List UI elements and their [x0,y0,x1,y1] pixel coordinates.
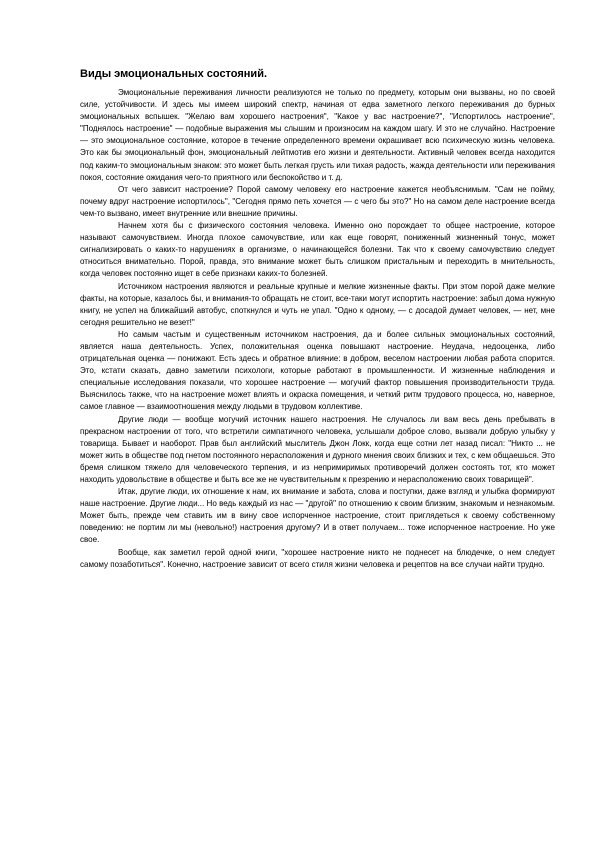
paragraph-6: Другие люди — вообще могучий источник нашего настроения. Не случалось ли вам весь день пребывать в прекрасном настроении от того, что встретили симпатичного человека, услышали доброе слово, вызвали добрую улыбку у товарища. Бывает и наоборот. Прав был английский мыслитель Джон Локк, когда еще сотни лет назад писал: "Никто ... не может жить в обществе под гнетом постоянного нерасположения и дурного мнения своих близких и тех, с кем общаешься. Это бремя слишком тяжело для человеческого терпения, и из непримиримых противоречий должен состоять тот, кто может находить удовольствие в обществе и быть все же не чувствительным к презрению и нерасположению своих товарищей". [80,414,555,484]
paragraph-7: Итак, другие люди, их отношение к нам, их внимание и забота, слова и поступки, даже взгляд и улыбка формируют наше настроение. Другие люди... Но ведь каждый из нас — "другой" по отношению к своим близким, знакомым и незнакомым. Может быть, прежде чем ставить им в вину свое испорченное настроение, стоит приглядеться к своему собственному поведению: не портим ли мы (невольно!) настроения другому? И в ответ получаем... тоже испорченное настроение. Но уже свое. [80,487,555,545]
paragraph-8: Вообще, как заметил герой одной книги, "хорошее настроение никто не поднесет на блюдечке, о нем следует самому позаботиться". Конечно, настроение зависит от всего стиля жизни человека и рецептов на все случаи найти трудно. [80,547,555,569]
paragraph-5: Но самым частым и существенным источником настроения, да и более сильных эмоциональных состояний, является наша деятельность. Успех, положительная оценка повышают настроение. Неудача, недооценка, либо отрицательная оценка — понижают. Есть здесь и обратное влияние: в добром, веселом настроении любая работа спорится. Это, кстати сказать, давно заметили психологи, которые работают в промышленности. И жизненные наблюдения и специальные исследования показали, что хорошее настроение — могучий фактор повышения производительности труда. Выяснилось также, что на настроение может влиять и окраска помещения, и четкий ритм трудового процесса, но, наверное, самое главное — взаимоотношения между людьми в трудовом коллективе. [80,329,555,412]
document-title: Виды эмоциональных состояний. [80,68,268,80]
paragraph-2: От чего зависит настроение? Порой самому человеку его настроение кажется необъяснимым. "Сам не пойму, почему вдруг настроение испортилось", "Сегодня прямо петь хочется — с чего бы это?" Но на самом деле настроение всегда чем-то вызвано, имеет внутренние или внешние причины. [80,184,555,218]
paragraph-3: Начнем хотя бы с физического состояния человека. Именно оно порождает то общее настроение, которое называют самочувствием. Иногда плохое самочувствие, или как еще говорят, пониженный жизненный тонус, может сигнализировать о каких-то нарушениях в организме, о начинающейся болезни. Так что к своему самочувствию следует относиться внимательно. Порой, правда, это внимание может быть слишком пристальным и переходить в мнительность, когда человек постоянно ищет в себе признаки каких-то болезней. [80,221,555,279]
paragraph-4: Источником настроения являются и реальные крупные и мелкие жизненные факты. При этом порой даже мелкие факты, на которые, казалось бы, и внимания-то обращать не стоит, все-таки могут испортить настроение: забыл дома нужную книгу, не успел на ближайший автобус, споткнулся и чуть не упал. "Одно к одному, — с досадой думает человек, — нет, мне сегодня решительно не везет!" [80,281,555,327]
document-page [80,68,555,571]
paragraph-1: Эмоциональные переживания личности реализуются не только по предмету, которым они вызваны, но по своей силе, устойчивости. И здесь мы имеем широкий спектр, начиная от едва заметного легкого переживания до бурных эмоциональных вспышек. "Желаю вам хорошего настроения", "Какое у вас настроение?", "Испортилось настроение", "Поднялось настроение" — подобные выражения мы слышим и произносим на каждом шагу. И это не случайно. Настроение — это эмоциональное состояние, которое в течение определенного времени окрашивает всю психическую жизнь человека. Это как бы эмоциональный фон, эмоциональный лейтмотив его жизни и деятельности. Активный человек всегда находится под каким-то эмоциональным знаком: это может быть легкая грусть или тихая радость, жажда деятельности или переживания покоя, состояние ожидания чего-то приятного или беспокойство и т. д. [80,88,555,182]
